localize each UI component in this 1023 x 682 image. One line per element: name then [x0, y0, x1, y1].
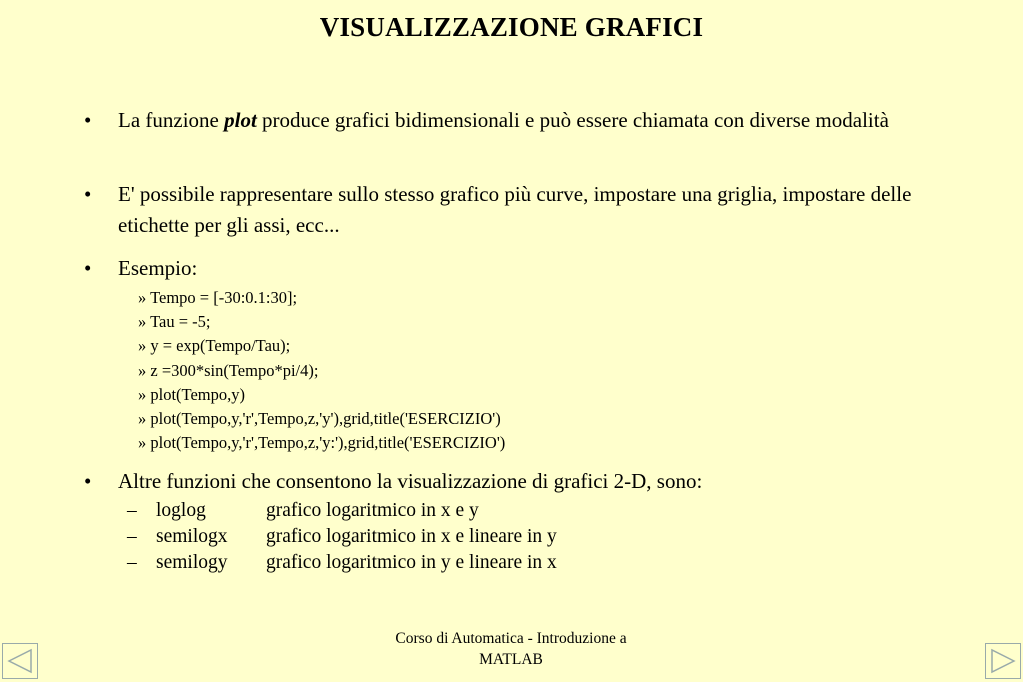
code-line: » plot(Tempo,y,'r',Tempo,z,'y'),grid,title('ESERCIZIO') — [138, 409, 501, 429]
function-desc: grafico logaritmico in y e lineare in x — [266, 552, 557, 573]
bullet-text: Esempio: — [118, 256, 198, 280]
function-name: semilogy — [156, 552, 228, 573]
function-name: loglog — [156, 500, 206, 521]
code-line: » Tau = -5; — [138, 312, 211, 332]
code-line: » plot(Tempo,y,'r',Tempo,z,'y:'),grid,title('ESERCIZIO') — [138, 433, 506, 453]
next-slide-button[interactable] — [985, 643, 1021, 679]
footer-course — [361, 628, 661, 670]
dash-symbol: – — [127, 552, 137, 573]
slide-title: VISUALIZZAZIONE GRAFICI — [319, 12, 704, 42]
code-line: » y = exp(Tempo/Tau); — [138, 336, 291, 356]
dash-symbol: – — [127, 500, 137, 521]
bullet-symbol: • — [84, 182, 92, 206]
function-name: semilogx — [156, 526, 228, 547]
bullet-text-pre: La funzione — [118, 108, 225, 132]
footer-line: MATLAB — [479, 651, 543, 668]
triangle-right-icon — [986, 644, 1020, 678]
bullet-symbol: • — [84, 469, 92, 493]
code-line: » z =300*sin(Tempo*pi/4); — [138, 360, 319, 380]
bullet-text: E' possibile rappresentare sullo stesso grafico più curve, impostare una griglia, impostare delle etichette per gli assi, ecc... — [118, 182, 912, 237]
bullet-text — [118, 105, 938, 136]
code-line: » plot(Tempo,y) — [138, 384, 245, 404]
bullet-text: Altre funzioni che consentono la visualizzazione di grafici 2-D, sono: — [118, 469, 703, 493]
prev-slide-button[interactable] — [2, 643, 38, 679]
code-line: » Tempo = [-30:0.1:30]; — [138, 288, 298, 307]
plot-keyword: plot — [224, 108, 257, 132]
function-desc: grafico logaritmico in x e y — [266, 500, 479, 521]
bullet-symbol: • — [84, 256, 92, 280]
dash-symbol: – — [127, 526, 137, 547]
triangle-left-icon — [3, 644, 37, 678]
bullet-text-post: produce grafici bidimensionali e può essere chiamata con diverse modalità — [256, 108, 889, 132]
bullet-symbol: • — [84, 108, 92, 132]
function-desc: grafico logaritmico in x e lineare in y — [266, 526, 557, 547]
code-example — [138, 286, 505, 455]
footer-line: Corso di Automatica - Introduzione a — [395, 630, 627, 647]
